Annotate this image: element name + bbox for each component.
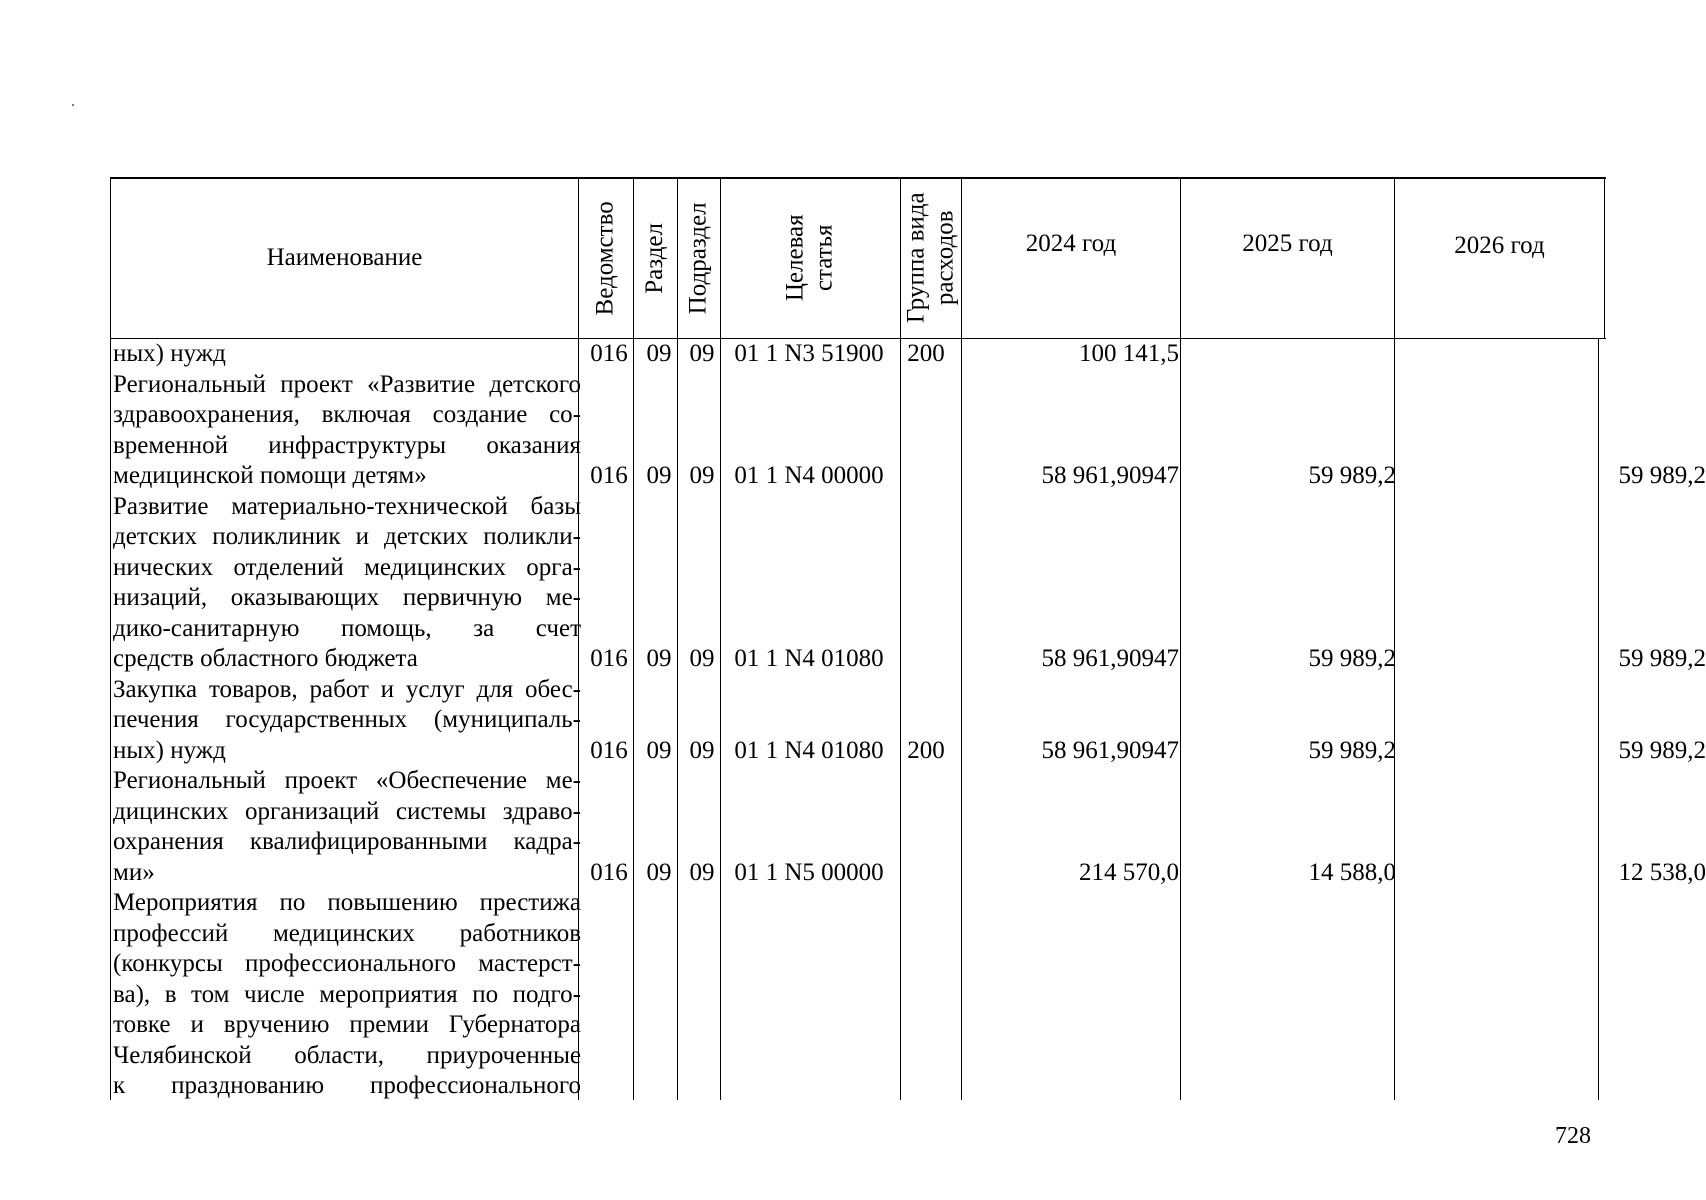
row-name-line: низаций, оказывающих первичную ме- (113, 584, 581, 611)
row-value-2025: 59 989,2 (1308, 462, 1396, 489)
header-group-line2: расходов (931, 210, 958, 306)
table-row (111, 339, 1606, 370)
row-name-line: товке и вручению премии Губернатора (113, 1011, 581, 1038)
row-name-line: к празднованию профессионального (113, 1072, 581, 1099)
row-vedomstvo: 016 (590, 462, 628, 489)
row-name-line: временной инфраструктуры оказания (113, 431, 581, 459)
row-name-line: нических отделений медицинских орга- (113, 553, 581, 581)
row-podrazdel: 09 (689, 462, 715, 489)
row-value-2025: 59 989,2 (1308, 645, 1396, 672)
row-name-line: профессий медицинских работников (113, 919, 581, 947)
row-razdel: 09 (646, 462, 672, 489)
row-value-2025: 59 989,2 (1308, 736, 1396, 764)
header-razdel-label: Раздел (641, 222, 669, 294)
row-name-line: дицинских организаций системы здраво- (113, 797, 581, 825)
row-razdel: 09 (646, 340, 672, 367)
row-target-article: 01 1 N4 01080 (734, 736, 884, 764)
header-razdel (634, 178, 677, 338)
row-name (113, 675, 581, 767)
row-name-line: Закупка товаров, работ и услуг для обес- (113, 675, 581, 703)
header-2024: 2024 год (1025, 230, 1117, 257)
row-name-line: дико-санитарную помощь, за счет (113, 614, 581, 642)
table-right-border (1604, 177, 1605, 339)
row-name-line: ных) нужд (113, 340, 226, 367)
row-name-line: Региональный проект «Развитие детского (113, 370, 581, 398)
row-name-line: медицинской помощи детям» (113, 462, 427, 489)
header-name: Наименование (266, 243, 423, 271)
header-vedomstvo (579, 178, 633, 338)
row-target-article: 01 1 N3 51900 (734, 340, 884, 367)
row-name-line: (конкурсы профессионального мастерст- (113, 950, 581, 977)
header-2026: 2026 год (1454, 232, 1545, 259)
table-row (111, 492, 1706, 675)
header-target-line1: Целевая (781, 214, 809, 302)
row-name-line: Мероприятия по повышению престижа (113, 889, 581, 916)
row-value-2026: 59 989,2 (1618, 462, 1706, 489)
row-vedomstvo: 016 (590, 736, 628, 764)
row-name-line: печения государственных (муниципаль- (113, 706, 581, 733)
row-value-2024: 58 961,90947 (1041, 645, 1179, 672)
row-value-2024: 58 961,90947 (1041, 462, 1179, 489)
header-podrazdel-label: Подраздел (684, 202, 712, 314)
row-expense-group: 200 (907, 736, 945, 764)
row-name-line: охранения квалифицированными кадра- (113, 828, 581, 855)
row-razdel: 09 (646, 858, 672, 886)
row-podrazdel: 09 (689, 340, 715, 367)
row-value-2024: 58 961,90947 (1041, 736, 1179, 764)
row-name (113, 766, 581, 888)
row-name-line: ных) нужд (113, 736, 226, 764)
row-name (113, 888, 581, 1102)
table-row (111, 675, 1706, 767)
row-name-line: ми» (113, 858, 155, 886)
row-razdel: 09 (646, 736, 672, 764)
header-group-line1: Группа вида (902, 192, 930, 324)
row-value-2024: 100 141,5 (1079, 340, 1179, 367)
header-2025: 2025 год (1242, 230, 1333, 257)
table-row (111, 766, 1706, 888)
row-value-2024: 214 570,0 (1079, 858, 1179, 886)
row-name-line: Развитие материально-технической базы (113, 492, 581, 520)
row-target-article: 01 1 N4 00000 (734, 462, 884, 489)
header-target-line2: статья (810, 224, 838, 292)
row-name-line: ва), в том числе мероприятия по подго- (113, 980, 581, 1008)
row-name-line: здравоохранения, включая создание со- (113, 401, 581, 428)
row-podrazdel: 09 (689, 736, 715, 764)
row-name (113, 492, 581, 675)
header-target-article (721, 178, 900, 338)
header-podrazdel (678, 178, 720, 338)
scan-speck (72, 104, 74, 106)
header-expense-group (901, 178, 961, 338)
row-expense-group: 200 (907, 340, 945, 367)
table-row (111, 888, 1606, 1102)
row-vedomstvo: 016 (590, 858, 628, 886)
row-podrazdel: 09 (689, 858, 715, 886)
row-name-line: детских поликлиник и детских поликли- (113, 523, 581, 550)
row-vedomstvo: 016 (590, 645, 628, 672)
row-podrazdel: 09 (689, 645, 715, 672)
row-value-2026: 12 538,0 (1618, 858, 1706, 886)
row-name (113, 339, 581, 370)
row-name-line: средств областного бюджета (113, 645, 418, 672)
row-razdel: 09 (646, 645, 672, 672)
row-vedomstvo: 016 (590, 340, 628, 367)
row-target-article: 01 1 N5 00000 (734, 858, 884, 886)
table-row (111, 370, 1706, 492)
row-name-line: Челябинской области, приуроченные (113, 1041, 581, 1069)
row-value-2026: 59 989,2 (1618, 645, 1706, 672)
row-value-2025: 14 588,0 (1308, 858, 1396, 886)
page-number: 728 (1555, 1123, 1591, 1149)
row-value-2026: 59 989,2 (1618, 736, 1706, 764)
header-target-article-label (782, 215, 840, 302)
header-expense-group-label (902, 193, 960, 324)
row-name-line: Региональный проект «Обеспечение ме- (113, 767, 581, 794)
header-vedomstvo-label: Ведомство (591, 200, 619, 316)
row-name (113, 370, 581, 492)
row-target-article: 01 1 N4 01080 (734, 645, 884, 672)
